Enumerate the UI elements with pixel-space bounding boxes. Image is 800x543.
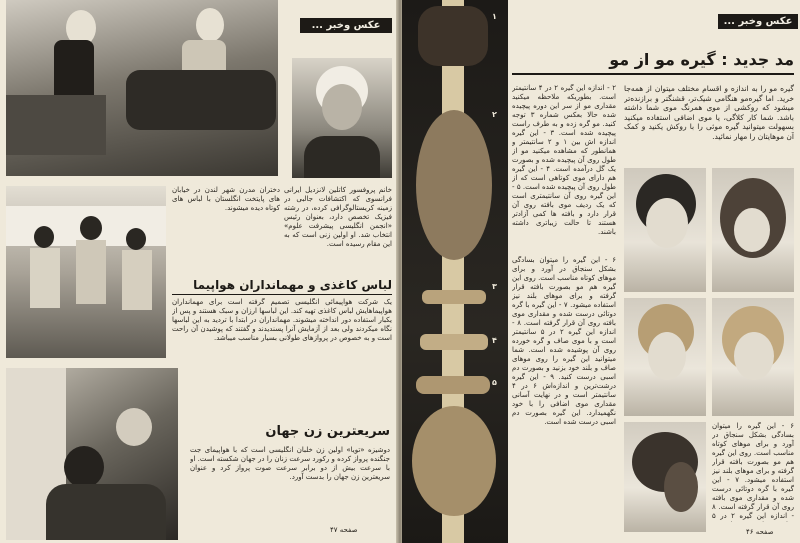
article-title: مد جدید : گیره مو از مو — [512, 50, 794, 75]
paper-dress-article: یک شرکت هواپیمائی انگلیسی تصمیم گرفته است برای مهمانداران هواپیماهایش لباس کاغذی تهیه کند. این لباسها ارزان و سبک هستند و پس از یکبار استفاده دور انداخته میشوند. مهمانداران در ابتدا با تردید به این لباسها نگاه میکردند ولی بعد از آزمایش آنرا پسندیدند و گفتند که پوشیدن آن راحت است و به خصوص در پروازهای طولانی بسیار مناسب میباشد. — [172, 298, 392, 342]
photo-side-text: ۶ - این گیره را میتوان بسادگی بشکل سنجاق در آورد و برای موهای کوتاه مناسب است. روی این گیره هم مو بصورت بافته قرار گرفته و برای موهای بلند نیز استفاده میشود. ۷ - این گیره با گره دوتائی درست شده و مقداری موی بافته روی آن قرار گرفته است. ۸ - اندازه این گیره ۲ در ۵ — [712, 422, 794, 520]
hairstyle-photo-3 — [712, 298, 794, 416]
hairstyle-photo-5 — [624, 422, 706, 532]
flight-attendants-photo — [6, 186, 166, 358]
fastest-woman-article: دوشیزه «تویا» اولین زن خلبان انگلیسی است که با هواپیمای جت جنگنده پرواز کرده و رکورد سرعت زنان را در جهان شکسته است. او با سرعت بیش از دو برابر سرعت صوت پرواز کرد و عنوان سریعترین زن جهان را بدست آورد. — [190, 446, 390, 481]
clip-number-4: ۴ — [492, 336, 497, 345]
portrait-caption: خانم پروفسور کاتلین لانزدیل ایرانی فرانسوی که اکتشافات جالبی در زمینه کریستالوگرافی کرده، در رشته فیزیک تخصص دارد، بعنوان رئیس «انجمن انگلیسی پیشرفت علوم» انتخاب شد. او اولین زنی است که به این مقام رسیده است. — [284, 186, 392, 248]
right-page-number: صفحه ۴۶ — [746, 528, 774, 536]
hairstyle-photo-1 — [712, 168, 794, 292]
pilot-cockpit-photo — [6, 368, 178, 540]
left-page — [0, 0, 398, 543]
fastest-woman-title: سریعترین زن جهان — [265, 424, 390, 439]
right-page — [402, 0, 800, 543]
column-text-1: ۲ - اندازه این گیره ۲ در ۴ سانتیمتر است. بطوریکه ملاحظه میکنید مقداری مو از سر این دوره پیچیده شده حالا بعکس شماره ۳ توجه کنید. مو گره زده و به طرف راست پیچیده شده است. ۳ - این گیره اندازه اش بین ۱ و ۲ سانتیمتر و همانطور که مشاهده میکنید مو از طول روی آن پیچیده شده و بصورت یک گل درآمده است. ۴ - این گیره هم دارای موی کوتاهی است که از طول روی آن پیچیده شده است. ۵ - این گیره روی آن سانتیمتری است که یک ردیف موی بافته روی آن قرار دارد و بافته ها کمی آزادتر هستند تا حالت زیباتری داشته باشند. — [512, 84, 616, 236]
hairstyle-photo-4 — [624, 298, 706, 416]
left-page-number: صفحه ۴۷ — [330, 526, 358, 534]
hairstyle-photo-2 — [624, 168, 706, 292]
intro-text: گیره مو را به اندازه و اقسام مختلف میتوان از همه‌جا خرید. اما گیره‌مو هنگامی شیک‌تر، قشنگتر و برازنده‌تر میشود که روکشی از موی همرنگ موی شما داشته باشد. شما کار کلاگی، یا موی اضافی استفاده میکنید بسهولت میتوانید گیره موئی را با روکش یکنید و کمک آن موهایتان را مهار نمائید. — [624, 84, 794, 141]
right-section-label: عکس وخبر ... — [718, 14, 798, 29]
column-text-2: ۶ - این گیره را میتوان بسادگی بشکل سنجاق در آورد و برای موهای کوتاه مناسب است. روی این گیره هم مو بصورت بافته قرار گرفته و برای موهای بلند نیز استفاده میشود. ۷ - این گیره با گره دوتائی درست شده و مقداری موی بافته روی آن قرار گرفته است. ۸ - اندازه این گیره ۲ در ۵ سانتیمتر است و با موی صاف و گره خورده روی آن پوشیده شده است. شما میتوانید این گیره را روی موهای صاف و بلند خود بزنید و بصورت دم اسبی درست کنید. ۹ - این گیره درشت‌ترین و اندازه‌اش ۶ در ۴ سانتیمتر است و در نهایت آسانی مقداری موی اضافی را با خود نگهمیدارد. این گیره بصورت دم اسبی درست شده است. — [512, 256, 616, 426]
clip-number-2: ۲ — [492, 110, 497, 119]
clip-number-1: ۱ — [492, 12, 497, 21]
clip-number-5: ۵ — [492, 378, 497, 387]
street-caption: دختران مدرن شهر لندن در خیابان های پایتخت انگلستان با لباس های کوتاه دیده میشوند. — [172, 186, 280, 212]
clip-number-3: ۳ — [492, 282, 497, 291]
paper-dress-title: لباس کاغذی و مهمانداران هواپیما — [193, 278, 392, 292]
professor-portrait-photo — [292, 58, 392, 178]
street-fashion-photo — [6, 0, 278, 176]
left-section-label: عکس وخبر ... — [300, 18, 392, 33]
hair-clip-column-photo — [402, 0, 508, 543]
